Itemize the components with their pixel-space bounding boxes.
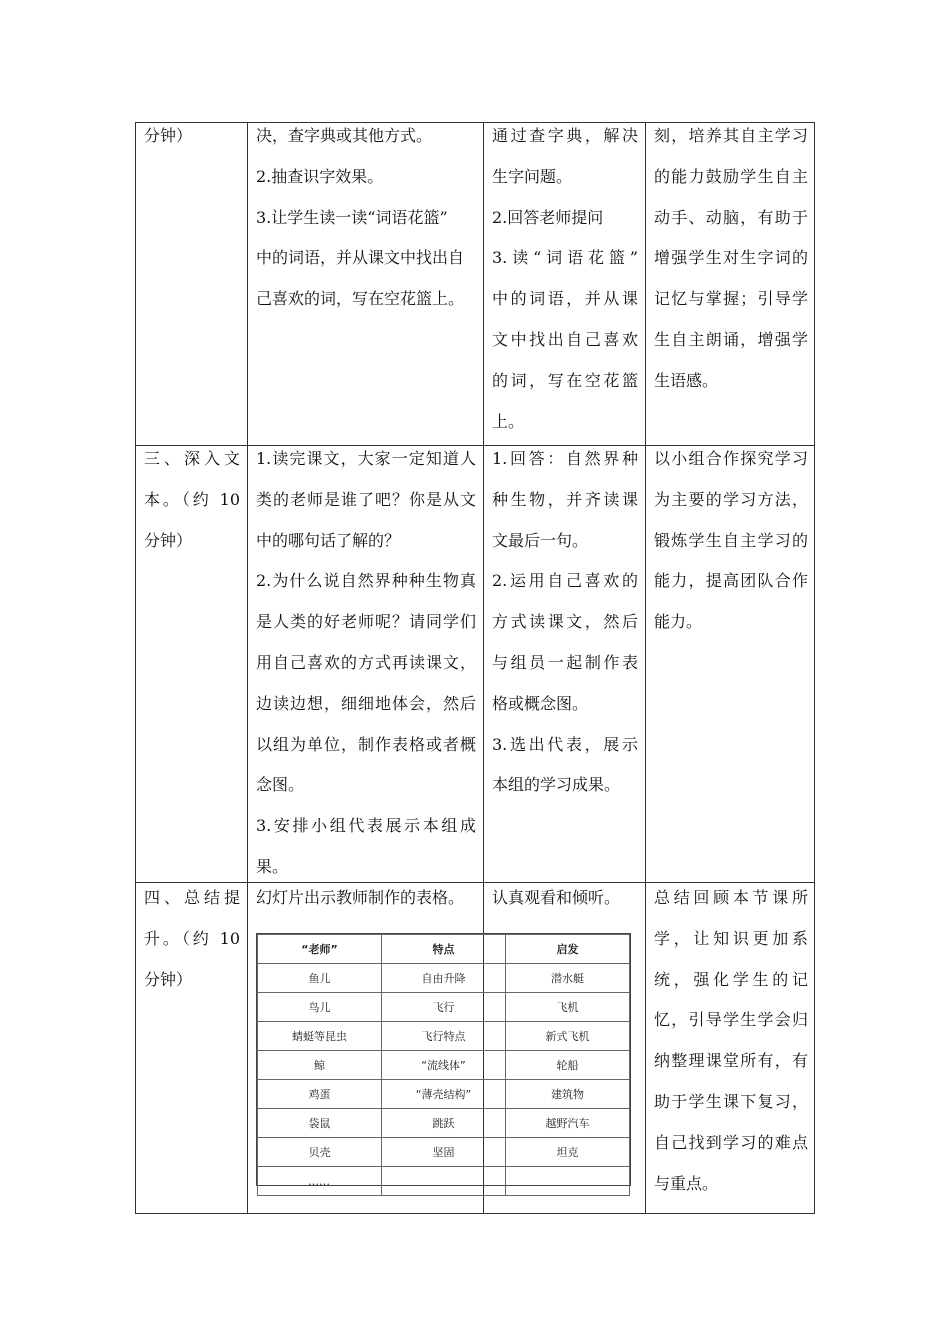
slide-table-row bbox=[258, 1109, 630, 1138]
student-line: 通过查字典，解决 bbox=[492, 126, 638, 145]
intent-line: 锻炼学生自主学习的 bbox=[654, 530, 808, 550]
slide-cell: “薄壳结构” bbox=[382, 1080, 506, 1109]
teacher-line: 3.让学生读一读“词语花篮” bbox=[256, 207, 448, 227]
table-border-bottom bbox=[135, 1213, 815, 1214]
stage-text: 分钟） bbox=[144, 530, 193, 550]
slide-cell: 蜻蜓等昆虫 bbox=[258, 1022, 382, 1051]
row3-teacher bbox=[256, 878, 476, 919]
slide-table-image bbox=[256, 933, 631, 1186]
row3-intent bbox=[654, 878, 808, 1204]
slide-cell: 越野汽车 bbox=[506, 1109, 630, 1138]
stage-text: 本。（约 10 bbox=[144, 489, 240, 509]
slide-table-row bbox=[258, 1080, 630, 1109]
row1-stage bbox=[144, 116, 240, 157]
intent-line: 记忆与掌握；引导学 bbox=[654, 289, 808, 309]
slide-cell bbox=[506, 1167, 630, 1196]
student-line: 文中找出自己喜欢 bbox=[492, 329, 638, 349]
table-divider-3 bbox=[645, 122, 646, 1214]
row1-intent bbox=[654, 116, 808, 402]
intent-line: 能力，提高团队合作 bbox=[654, 571, 808, 591]
slide-table-row bbox=[258, 1022, 630, 1051]
student-line: 3.读“词语花篮” bbox=[492, 248, 638, 268]
row2-stage bbox=[144, 439, 240, 561]
student-line: 文最后一句。 bbox=[492, 530, 589, 550]
intent-line: 纳整理课堂所有，有 bbox=[654, 1051, 808, 1071]
teacher-line: 是人类的好老师呢？请同学们 bbox=[256, 612, 476, 632]
slide-cell: 鸡蛋 bbox=[258, 1080, 382, 1109]
table-border-left bbox=[135, 122, 136, 1214]
row2-student bbox=[492, 439, 638, 806]
teacher-line: 类的老师是谁了吧？你是从文 bbox=[256, 489, 476, 509]
slide-cell: 飞机 bbox=[506, 993, 630, 1022]
slide-cell: 建筑物 bbox=[506, 1080, 630, 1109]
student-line: 种生物，并齐读课 bbox=[492, 489, 638, 509]
slide-table-row bbox=[258, 964, 630, 993]
slide-cell: 轮船 bbox=[506, 1051, 630, 1080]
teacher-line: 以组为单位，制作表格或者概 bbox=[256, 734, 476, 754]
slide-table-row bbox=[258, 1051, 630, 1080]
slide-table-row bbox=[258, 993, 630, 1022]
student-line: 3.选出代表，展示 bbox=[492, 734, 638, 754]
slide-cell: 飞行特点 bbox=[382, 1022, 506, 1051]
slide-cell: 贝壳 bbox=[258, 1138, 382, 1167]
student-line: 1.回答：自然界种 bbox=[492, 449, 638, 468]
slide-cell: 鱼儿 bbox=[258, 964, 382, 993]
intent-line: 统，强化学生的记 bbox=[654, 969, 808, 989]
table-border-right bbox=[814, 122, 815, 1214]
intent-line: 以小组合作探究学习 bbox=[654, 449, 808, 468]
intent-line: 动手、动脑，有助于 bbox=[654, 207, 808, 227]
row2-teacher bbox=[256, 439, 476, 888]
slide-cell: 新式飞机 bbox=[506, 1022, 630, 1051]
intent-line: 生语感。 bbox=[654, 370, 719, 390]
slide-table-header-row bbox=[258, 935, 630, 964]
slide-cell: 跳跃 bbox=[382, 1109, 506, 1138]
slide-cell: 坚固 bbox=[382, 1138, 506, 1167]
intent-line: 刻，培养其自主学习 bbox=[654, 126, 808, 145]
teacher-line: 1.读完课文，大家一定知道人 bbox=[256, 449, 476, 468]
row3-stage bbox=[144, 878, 240, 1000]
slide-cell: 潜水艇 bbox=[506, 964, 630, 993]
teacher-line: 决，查字典或其他方式。 bbox=[256, 126, 433, 145]
slide-cell: 鸟儿 bbox=[258, 993, 382, 1022]
slide-table-row bbox=[258, 1138, 630, 1167]
stage-text: 三、深入文 bbox=[144, 449, 240, 468]
intent-line: 自己找到学习的难点 bbox=[654, 1132, 808, 1152]
row2-intent bbox=[654, 439, 808, 643]
slide-cell: 飞行 bbox=[382, 993, 506, 1022]
slide-cell: “流线体” bbox=[382, 1051, 506, 1080]
student-line: 上。 bbox=[492, 411, 525, 431]
student-line: 中的词语，并从课 bbox=[492, 289, 638, 309]
row1-teacher bbox=[256, 116, 476, 320]
teacher-line: 用自己喜欢的方式再读课文， bbox=[256, 652, 476, 672]
slide-cell bbox=[382, 1167, 506, 1196]
teacher-line: 2.抽查识字效果。 bbox=[256, 166, 384, 186]
intent-line: 助于学生课下复习， bbox=[654, 1091, 808, 1111]
intent-line: 生自主朗诵，增强学 bbox=[654, 329, 808, 349]
student-line: 认真观看和倾听。 bbox=[492, 888, 621, 907]
row1-student bbox=[492, 116, 638, 442]
intent-line: 能力。 bbox=[654, 612, 703, 632]
slide-cell: 袋鼠 bbox=[258, 1109, 382, 1138]
intent-line: 总结回顾本节课所 bbox=[654, 888, 808, 907]
intent-line: 为主要的学习方法， bbox=[654, 489, 808, 509]
stage-text: 升。（约 10 bbox=[144, 928, 240, 948]
teacher-line: 果。 bbox=[256, 856, 289, 876]
student-line: 本组的学习成果。 bbox=[492, 775, 621, 795]
intent-line: 学，让知识更加系 bbox=[654, 928, 808, 948]
teacher-line: 己喜欢的词，写在空花篮上。 bbox=[256, 289, 465, 309]
slide-header-cell: “老师” bbox=[258, 935, 382, 964]
teacher-line: 幻灯片出示教师制作的表格。 bbox=[256, 888, 465, 907]
student-line: 生字问题。 bbox=[492, 166, 573, 186]
teacher-line: 3.安排小组代表展示本组成 bbox=[256, 816, 476, 836]
stage-text: 分钟） bbox=[144, 969, 193, 989]
slide-cell: 鲸 bbox=[258, 1051, 382, 1080]
intent-line: 忆，引导学生学会归 bbox=[654, 1010, 808, 1030]
slide-cell: 坦克 bbox=[506, 1138, 630, 1167]
teacher-line: 边读边想，细细地体会，然后 bbox=[256, 693, 476, 713]
intent-line: 的能力鼓励学生自主 bbox=[654, 166, 808, 186]
stage-text: 四、总结提 bbox=[144, 888, 240, 907]
teacher-line: 念图。 bbox=[256, 775, 305, 795]
teacher-line: 中的词语，并从课文中找出自 bbox=[256, 248, 465, 268]
intent-line: 与重点。 bbox=[654, 1173, 719, 1193]
slide-cell: …… bbox=[258, 1167, 382, 1196]
row3-student bbox=[492, 878, 638, 919]
slide-cell: 自由升降 bbox=[382, 964, 506, 993]
table-divider-1 bbox=[247, 122, 248, 1214]
student-line: 2.运用自己喜欢的 bbox=[492, 571, 638, 591]
student-line: 的词，写在空花篮 bbox=[492, 370, 638, 390]
student-line: 与组员一起制作表 bbox=[492, 652, 638, 672]
student-line: 2.回答老师提问 bbox=[492, 207, 604, 227]
intent-line: 增强学生对生字词的 bbox=[654, 248, 808, 268]
student-line: 方式读课文，然后 bbox=[492, 612, 638, 632]
slide-table bbox=[257, 934, 630, 1196]
student-line: 格或概念图。 bbox=[492, 693, 589, 713]
slide-header-cell: 启发 bbox=[506, 935, 630, 964]
stage-text: 分钟） bbox=[144, 126, 193, 145]
teacher-line: 2.为什么说自然界种种生物真 bbox=[256, 571, 476, 591]
teacher-line: 中的哪句话了解的？ bbox=[256, 530, 401, 550]
slide-table-row bbox=[258, 1167, 630, 1196]
slide-header-cell: 特点 bbox=[382, 935, 506, 964]
